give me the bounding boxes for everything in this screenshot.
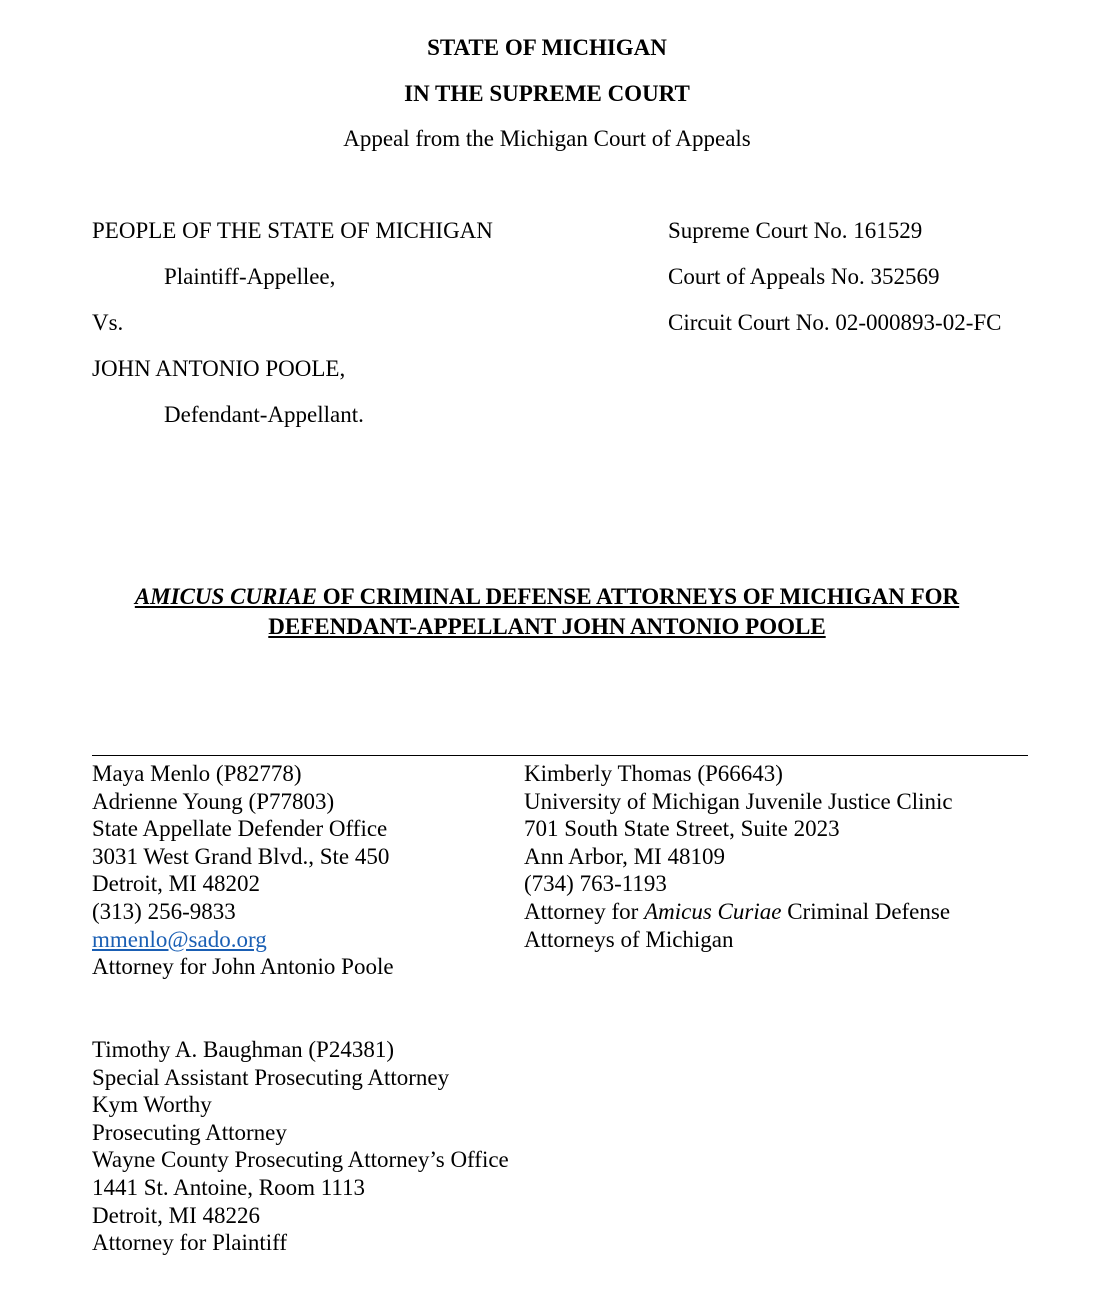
counsel-right-line-4: Ann Arbor, MI 48109 <box>524 843 725 869</box>
counsel-left-line-5: Detroit, MI 48202 <box>92 871 261 897</box>
counsel-bottom-line-5: Wayne County Prosecuting Attorney’s Office <box>92 1147 509 1173</box>
counsel-bottom-line-6: 1441 St. Antoine, Room 1113 <box>92 1174 366 1200</box>
title-line-1-rest: OF CRIMINAL DEFENSE ATTORNEYS OF MICHIGAN FOR <box>317 584 960 609</box>
counsel-block-plaintiff <box>92 1036 509 1257</box>
document-title-line-2: DEFENDANT-APPELLANT JOHN ANTONIO POOLE <box>268 614 826 639</box>
counsel-right-line-6-prefix: Attorney for <box>524 898 645 924</box>
counsel-left-line-8: Attorney for John Antonio Poole <box>92 954 394 980</box>
counsel-right-line-6-suffix: Criminal Defense <box>781 898 951 924</box>
plaintiff-role: Plaintiff-Appellee, <box>164 264 336 289</box>
counsel-right-line-7: Attorneys of Michigan <box>524 926 734 952</box>
counsel-block-defendant <box>92 760 394 981</box>
state-heading: STATE OF MICHIGAN <box>427 35 667 60</box>
counsel-bottom-line-8: Attorney for Plaintiff <box>92 1230 288 1256</box>
counsel-bottom-line-4: Prosecuting Attorney <box>92 1119 287 1145</box>
counsel-right-line-5: (734) 763-1193 <box>524 871 667 897</box>
counsel-bottom-line-2: Special Assistant Prosecuting Attorney <box>92 1064 450 1090</box>
versus-label: Vs. <box>92 310 124 335</box>
counsel-left-line-2: Adrienne Young (P77803) <box>92 788 335 814</box>
email-link[interactable]: mmenlo@sado.org <box>92 926 267 952</box>
supreme-court-number: Supreme Court No. 161529 <box>668 218 923 243</box>
counsel-block-amicus <box>524 760 953 953</box>
plaintiff-name: PEOPLE OF THE STATE OF MICHIGAN <box>92 218 493 243</box>
counsel-left-line-4: 3031 West Grand Blvd., Ste 450 <box>92 843 390 869</box>
counsel-left-line-3: State Appellate Defender Office <box>92 816 388 842</box>
defendant-role: Defendant-Appellant. <box>164 402 364 427</box>
defendant-name: JOHN ANTONIO POOLE, <box>92 356 346 381</box>
counsel-right-line-6 <box>524 898 953 926</box>
counsel-left-line-1: Maya Menlo (P82778) <box>92 761 302 786</box>
counsel-left-line-6: (313) 256-9833 <box>92 898 236 924</box>
circuit-court-number: Circuit Court No. 02-000893-02-FC <box>668 310 1002 335</box>
counsel-right-line-6-italic: Amicus Curiae <box>644 898 782 924</box>
amicus-curiae-italic: AMICUS CURIAE <box>134 584 317 609</box>
court-heading: IN THE SUPREME COURT <box>404 81 690 106</box>
counsel-right-line-3: 701 South State Street, Suite 2023 <box>524 816 840 842</box>
counsel-right-line-1: Kimberly Thomas (P66643) <box>524 761 783 786</box>
counsel-bottom-line-7: Detroit, MI 48226 <box>92 1202 261 1228</box>
document-title-line-1 <box>0 584 1094 610</box>
court-of-appeals-number: Court of Appeals No. 352569 <box>668 264 940 289</box>
counsel-bottom-line-1: Timothy A. Baughman (P24381) <box>92 1037 395 1062</box>
counsel-right-line-2: University of Michigan Juvenile Justice Clinic <box>524 788 953 814</box>
divider-rule <box>92 755 1028 756</box>
counsel-bottom-line-3: Kym Worthy <box>92 1092 212 1118</box>
appeal-subheading: Appeal from the Michigan Court of Appeals <box>343 126 751 151</box>
